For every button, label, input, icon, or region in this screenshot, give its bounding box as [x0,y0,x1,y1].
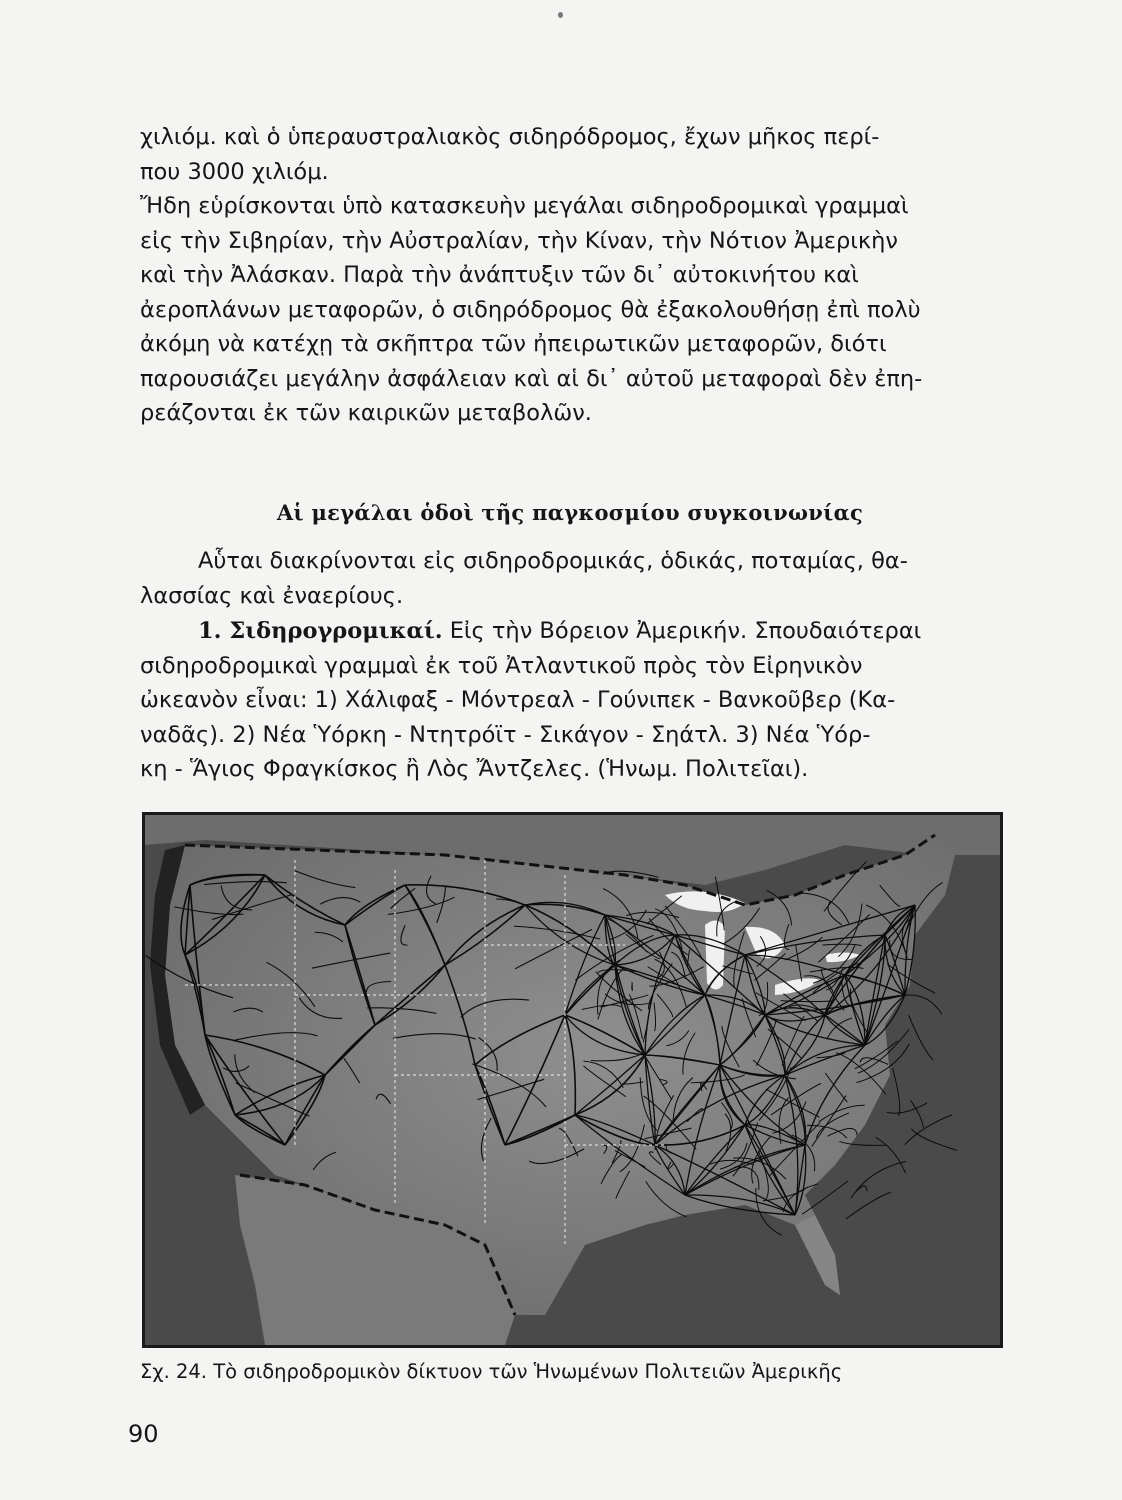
text-line: λασσίας καὶ ἐναερίους. [140,582,404,609]
subsection-lead: 1. Σιδηρογρομικαί. [198,618,443,644]
rail-line [632,982,633,991]
figure-caption: Σχ. 24. Τὸ σιδηροδρομικὸν δίκτυον τῶν Ἡνωμένων Πολιτειῶν Ἀμερικῆς [140,1360,843,1383]
paragraph-2 [140,189,1000,431]
paragraph-1 [140,120,1000,189]
text-line: Αὗται διακρίνονται εἰς σιδηροδρομικάς, ὁδικάς, ποταμίας, θα- [198,548,908,574]
text-line: καὶ τὴν Ἀλάσκαν. Παρὰ τὴν ἀνάπτυξιν τῶν δι᾿ αὐτοκινήτου καὶ [140,262,859,288]
text-line: ναδᾶς). 2) Νέα Ὑόρκη - Ντητρόϊτ - Σικάγον - Σηάτλ. 3) Νέα Ὑόρ- [140,721,871,748]
railway-map-figure [142,812,1003,1348]
text-line: σιδηροδρομικαὶ γραμμαὶ ἐκ τοῦ Ἀτλαντικοῦ πρὸς τὸν Εἰρηνικὸν [140,652,863,679]
text-line: ρεάζονται ἐκ τῶν καιρικῶν μεταβολῶν. [140,400,592,426]
text-line [140,614,1000,649]
text-line: ἀκόμη νὰ κατέχῃ τὰ σκῆπτρα τῶν ἠπειρωτικῶν μεταφορῶν, διότι [140,331,887,357]
page-number: 90 [128,1420,159,1448]
text-line: χιλιόμ. καὶ ὁ ὑπεραυστραλιακὸς σιδηρόδρομος, ἔχων μῆκος περί- [140,124,880,150]
text-line: εἰς τὴν Σιβηρίαν, τὴν Αὐστραλίαν, τὴν Κίναν, τὴν Νότιον Ἀμερικὴν [140,227,898,254]
text-line: Ἤδη εὑρίσκονται ὑπὸ κατασκευὴν μεγάλαι σιδηροδρομικαὶ γραμμαὶ [140,193,909,219]
text-line: ἀεροπλάνων μεταφορῶν, ὁ σιδηρόδρομος θὰ ἐξακολουθήσῃ ἐπὶ πολὺ [140,296,921,323]
text-segment: Εἰς τὴν Βόρειον Ἀμερικήν. Σπουδαιότεραι [442,618,922,644]
print-speck [558,12,563,18]
section-heading: Αἱ μεγάλαι ὁδοὶ τῆς παγκοσμίου συγκοινωνίας [276,500,864,525]
text-line: ὠκεανὸν εἶναι: 1) Χάλιφαξ - Μόντρεαλ - Γούνιπεκ - Βανκοῦβερ (Κα- [140,687,896,713]
paragraph-3 [140,544,1000,613]
text-line: παρουσιάζει μεγάλην ἀσφάλειαν καὶ αἱ δι᾿ αὐτοῦ μεταφοραὶ δὲν ἐπη- [140,365,923,392]
text-line: που 3000 χιλιόμ. [140,158,329,185]
text-line: κη - Ἅγιος Φραγκίσκος ἢ Λὸς Ἄντζελες. (Ἡνωμ. Πολιτεῖαι). [140,756,809,782]
usa-railway-map [145,815,1000,1345]
paragraph-4 [140,614,1000,787]
